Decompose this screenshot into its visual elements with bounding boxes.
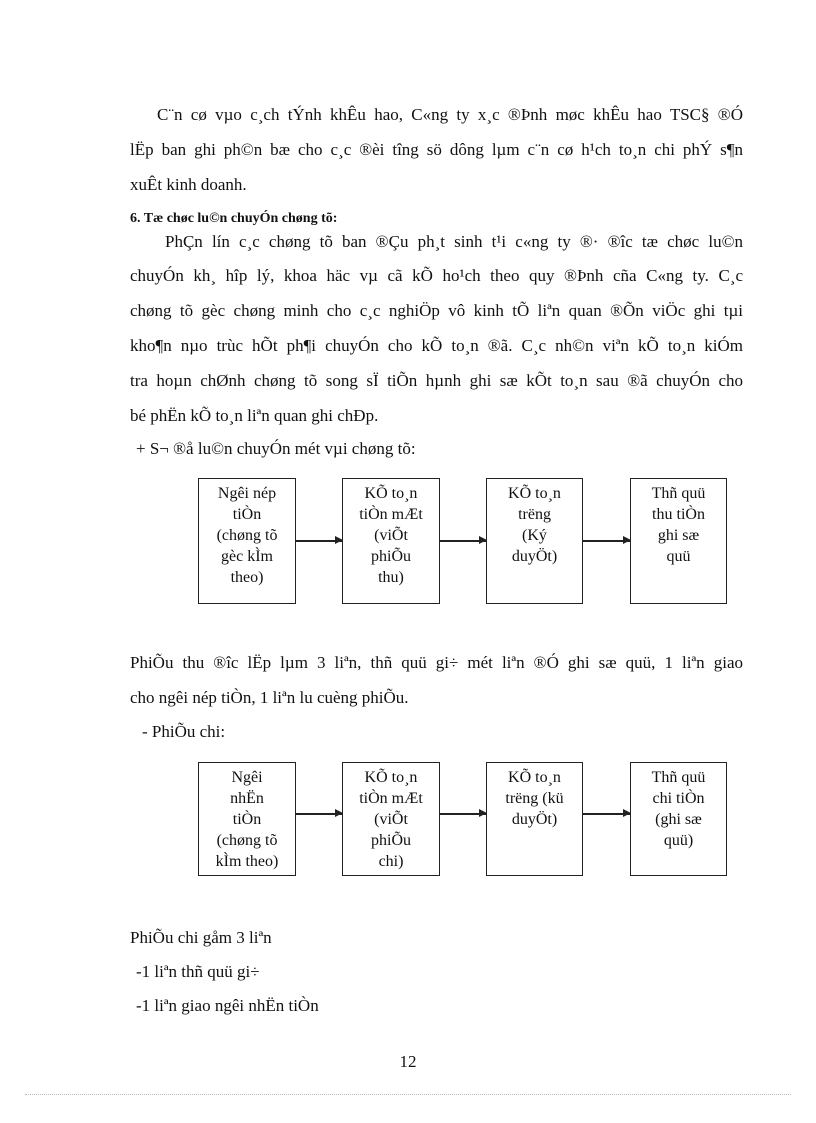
paragraph2-line-1: PhÇn lín c¸c chøng tõ ban ®Çu ph¸t sinh t¹i c«ng ty ®· ®îc tæ chøc lu©n — [165, 232, 743, 251]
flow1-title: + S¬ ®å lu©n chuyÓn mét vµi chøng tõ: — [136, 439, 416, 458]
payment-note-line-1: PhiÕu chi gåm 3 liªn — [130, 928, 272, 947]
paragraph2-line-2: chuyÓn kh¸ hîp lý, khoa häc vµ cã kÕ ho¹ch theo quy ®Þnh cña C«ng ty. C¸c — [130, 266, 743, 285]
flow1-box-payer: Ngêi nép tiÒn (chøng tõ gèc kÌm theo) — [198, 478, 296, 604]
footer-divider — [25, 1094, 791, 1095]
paragraph2-line-5: tra hoµn chØnh chøng tõ song sÏ tiÕn hµnh ghi sæ kÕt to¸n sau ®ã chuyÓn cho — [130, 371, 743, 390]
flow1-arrow-3 — [583, 540, 630, 542]
flow1-arrow-2 — [440, 540, 486, 542]
payment-note-line-2: -1 liªn thñ quü gi÷ — [136, 962, 260, 981]
flow1-box-chief-accountant: KÕ to¸n trëng (Ký duyÖt) — [486, 478, 583, 604]
flow2-title: - PhiÕu chi: — [142, 722, 226, 741]
payment-note-line-3: -1 liªn giao ngêi nhËn tiÒn — [136, 996, 319, 1015]
flow2-box-cash-accountant: KÕ to¸n tiÒn mÆt (viÕt phiÕu chi) — [342, 762, 440, 876]
paragraph2-line-3: chøng tõ gèc chøng minh cho c¸c nghiÖp vô kinh tÕ liªn quan ®Õn viÖc ghi tµi — [130, 301, 743, 320]
flow2-box-cashier: Thñ quü chi tiÒn (ghi sæ quü) — [630, 762, 727, 876]
receipt-note-line-1: PhiÕu thu ®îc lËp lµm 3 liªn, thñ quü gi÷ mét liªn ®Ó ghi sæ quü, 1 liªn giao — [130, 653, 743, 672]
section-heading: 6. Tæ chøc lu©n chuyÓn chøng tõ: — [130, 211, 338, 226]
flow2-arrow-3 — [583, 813, 630, 815]
flow2-box-chief-accountant: KÕ to¸n trëng (kü duyÖt) — [486, 762, 583, 876]
paragraph2-line-4: kho¶n nµo trùc hÕt ph¶i chuyÓn cho kÕ to¸n ®ã. C¸c nh©n viªn kÕ to¸n kiÓm — [130, 336, 743, 355]
flow2-arrow-1 — [296, 813, 342, 815]
receipt-note-line-2: cho ngêi nép tiÒn, 1 liªn lu cuèng phiÕu. — [130, 688, 409, 707]
page-number: 12 — [399, 1052, 417, 1071]
flow2-arrow-2 — [440, 813, 486, 815]
paragraph2-line-6: bé phËn kÕ to¸n liªn quan ghi chÐp. — [130, 406, 379, 425]
paragraph1-line-3: xuÊt kinh doanh. — [130, 175, 247, 194]
flow1-box-cashier: Thñ quü thu tiÒn ghi sæ quü — [630, 478, 727, 604]
flow1-arrow-1 — [296, 540, 342, 542]
paragraph1-line-2: lËp ban ghi ph©n bæ cho c¸c ®èi tîng sö dông lµm c¨n cø h¹ch to¸n chi phÝ s¶n — [130, 140, 743, 159]
flow2-box-recipient: Ngêi nhËn tiÒn (chøng tõ kÌm theo) — [198, 762, 296, 876]
paragraph1-line-1: C¨n cø vµo c¸ch tÝnh khÊu hao, C«ng ty x¸c ®Þnh møc khÊu hao TSC§ ®Ó — [157, 105, 743, 124]
flow1-box-cash-accountant: KÕ to¸n tiÒn mÆt (viÕt phiÕu thu) — [342, 478, 440, 604]
